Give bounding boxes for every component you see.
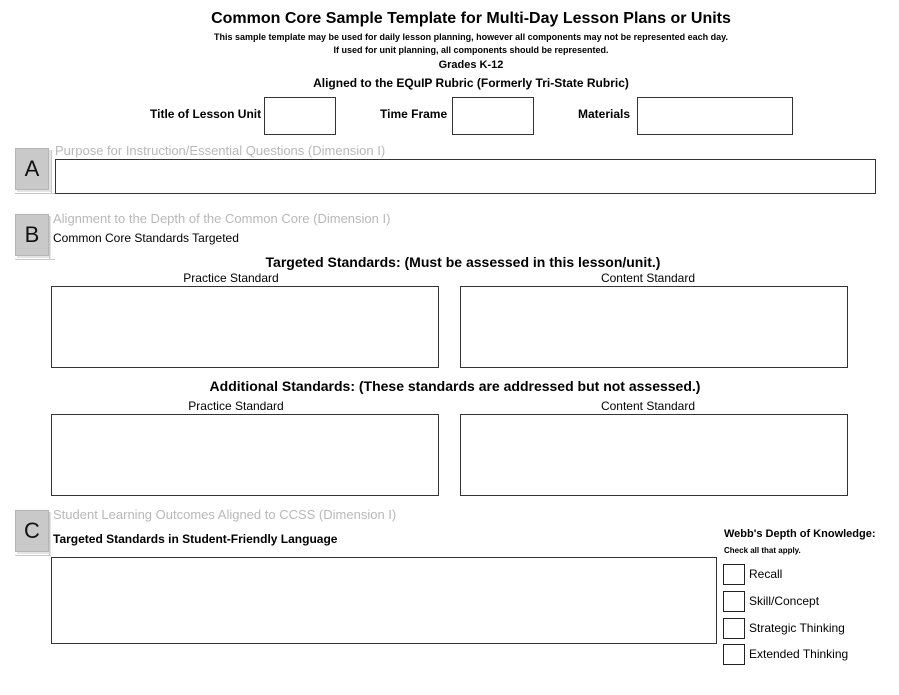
materials-label: Materials [578,107,631,121]
skill-concept-checkbox[interactable] [723,591,745,612]
section-b-badge: B [15,214,49,256]
dok-option-strategic-thinking[interactable] [723,617,845,639]
targeted-practice-standard-label: Practice Standard [183,271,279,285]
targeted-content-standard-label: Content Standard [600,271,696,285]
section-c-badge: C [15,510,49,552]
student-friendly-language-field[interactable] [51,557,717,644]
student-friendly-language-label: Targeted Standards in Student-Friendly Language [53,532,338,546]
dok-option-recall[interactable] [723,563,782,585]
targeted-content-standard-field[interactable] [460,286,848,368]
dok-option-skill-concept[interactable] [723,590,819,612]
section-b-edge [49,216,50,260]
title-of-lesson-unit-field[interactable] [264,97,336,135]
common-core-standards-targeted-label: Common Core Standards Targeted [53,231,239,245]
template-note-line-1: This sample template may be used for daily lesson planning, however all components may not be represented each day. [214,32,728,42]
targeted-standards-heading: Targeted Standards: (Must be assessed in this lesson/unit.) [265,254,661,270]
recall-checkbox[interactable] [723,564,745,585]
template-note-line-2: If used for unit planning, all components should be represented. [333,45,609,55]
additional-practice-standard-field[interactable] [51,414,439,496]
check-all-that-apply-note: Check all that apply. [724,546,801,555]
targeted-practice-standard-field[interactable] [51,286,439,368]
section-c-divider [15,555,51,556]
purpose-essential-questions-field[interactable] [55,159,876,194]
dok-option-extended-thinking[interactable] [723,643,848,665]
strategic-thinking-checkbox[interactable] [723,618,745,639]
time-frame-label: Time Frame [380,107,448,121]
time-frame-field[interactable] [452,97,534,135]
rubric-alignment-label: Aligned to the EQuIP Rubric (Formerly Tri-State Rubric) [313,76,629,90]
section-a-title: Purpose for Instruction/Essential Questions (Dimension I) [55,143,386,158]
grades-label: Grades K-12 [438,59,504,71]
materials-field[interactable] [637,97,793,135]
recall-label: Recall [749,567,783,581]
additional-standards-heading: Additional Standards: (These standards are addressed but not assessed.) [209,378,701,394]
title-of-lesson-unit-label: Title of Lesson Unit [150,107,262,121]
section-c-edge [49,512,50,556]
extended-thinking-label: Extended Thinking [749,647,849,661]
skill-concept-label: Skill/Concept [749,594,820,608]
additional-content-standard-field[interactable] [460,414,848,496]
section-b-title: Alignment to the Depth of the Common Core (Dimension I) [53,211,391,226]
section-a-divider [15,193,55,194]
additional-practice-standard-label: Practice Standard [188,399,284,413]
page-title: Common Core Sample Template for Multi-Day Lesson Plans or Units [211,10,731,27]
webbs-depth-of-knowledge-title: Webb's Depth of Knowledge: [724,528,876,540]
extended-thinking-checkbox[interactable] [723,644,745,665]
strategic-thinking-label: Strategic Thinking [749,621,845,635]
additional-content-standard-label: Content Standard [600,399,696,413]
section-c-title: Student Learning Outcomes Aligned to CCSS (Dimension I) [53,507,397,522]
section-a-edge [51,150,52,194]
section-a-badge: A [15,148,49,190]
